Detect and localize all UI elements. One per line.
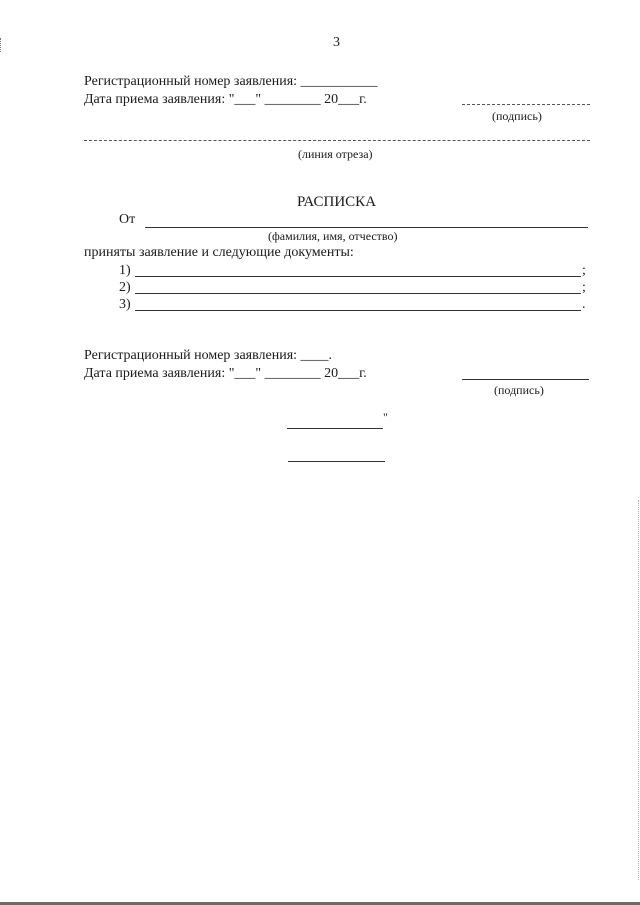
footer-line-2 [288, 461, 385, 462]
from-label: От [119, 212, 136, 227]
item-line-2 [135, 293, 581, 294]
page-number: 3 [333, 35, 340, 50]
item-line-1 [135, 276, 581, 277]
reg-number-label-top: Регистрационный номер заявления: ___________ [84, 74, 378, 89]
item-number-1: 1) [119, 263, 131, 278]
from-line [145, 227, 588, 228]
item-number-2: 2) [119, 280, 131, 295]
accepted-text: приняты заявление и следующие документы: [84, 245, 354, 260]
item-end-1: ; [582, 263, 586, 278]
signature-caption-top: (подпись) [492, 109, 542, 123]
date-line-top: Дата приема заявления: "___" ________ 20___г. [84, 92, 367, 107]
item-end-2: ; [582, 280, 586, 295]
scan-right-edge [638, 500, 639, 880]
item-line-3 [135, 310, 581, 311]
date-line-bottom: Дата приема заявления: "___" ________ 20___г. [84, 366, 367, 381]
reg-number-label-bottom: Регистрационный номер заявления: ____. [84, 348, 333, 363]
scan-edge-mark [0, 38, 3, 52]
footer-quote-mark: " [383, 410, 388, 424]
item-number-3: 3) [119, 297, 131, 312]
cut-line-caption: (линия отреза) [298, 147, 373, 161]
receipt-title: РАСПИСКА [297, 194, 377, 210]
item-end-3: . [582, 297, 586, 312]
from-caption: (фамилия, имя, отчество) [268, 229, 398, 243]
signature-caption-bottom: (подпись) [494, 383, 544, 397]
cut-line [84, 140, 590, 141]
signature-line-bottom [462, 379, 589, 380]
footer-line-1 [287, 428, 383, 429]
signature-line-top [462, 104, 590, 105]
